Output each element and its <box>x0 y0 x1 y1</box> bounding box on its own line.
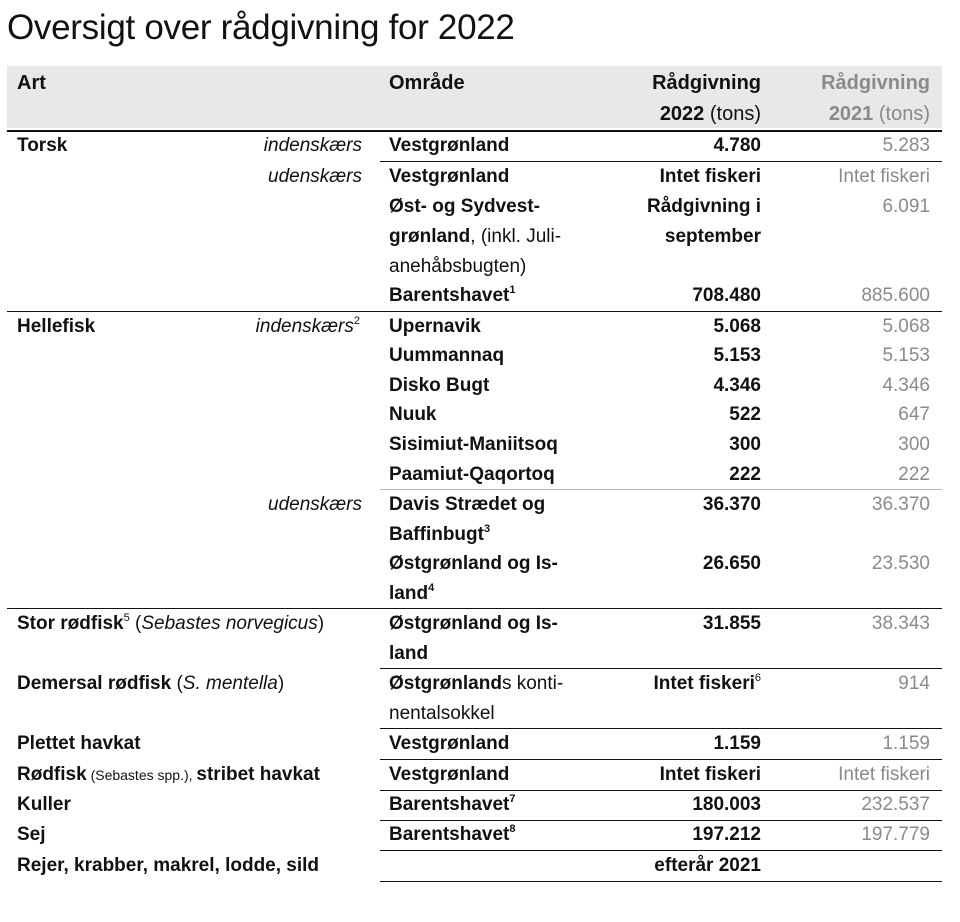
area-cell: Østgrønlands konti- <box>389 673 564 694</box>
torsk-udenskaers: udenskærs <box>268 166 362 187</box>
value-2021: 914 <box>898 673 930 694</box>
page-title: Oversigt over rådgivning for 2022 <box>7 8 515 47</box>
species-demersal-rodfisk: Demersal rødfisk (S. mentella) <box>17 673 285 694</box>
value-2022: 180.003 <box>692 794 761 815</box>
value-2021: 5.283 <box>882 135 930 156</box>
value-2022: 36.370 <box>702 494 761 515</box>
value-2022: 4.346 <box>713 375 761 396</box>
value-2022: Intet fiskeri <box>659 166 761 187</box>
area-cell: Øst- og Sydvest- <box>389 196 540 217</box>
value-2022: 197.212 <box>692 824 761 845</box>
area-cell-line2: Baffinbugt$^3$ <box>389 522 491 545</box>
area-cell: Paamiut-Qaqortoq <box>389 464 555 485</box>
area-cell: Østgrønland og Is- <box>389 553 558 574</box>
area-cell: Barentshavet$^1$ <box>389 283 516 306</box>
value-2021: 23.530 <box>871 553 930 574</box>
area-cell: Upernavik <box>389 316 481 337</box>
value-2022: 4.780 <box>713 135 761 156</box>
value-2021: 197.779 <box>861 824 930 845</box>
value-2022: 300 <box>729 434 761 455</box>
area-cell: Østgrønland og Is- <box>389 613 558 634</box>
value-2022: 26.650 <box>702 553 761 574</box>
torsk-indenskaers: indenskærs <box>263 135 362 156</box>
value-2022: efterår 2021 <box>654 855 761 876</box>
species-kuller: Kuller <box>17 794 71 815</box>
species-rejer-krabber-makrel-lodde-sild: Rejer, krabber, makrel, lodde, sild <box>17 855 320 876</box>
area-cell: Vestgrønland <box>389 764 510 785</box>
species-sej: Sej <box>17 824 46 845</box>
table-header-band <box>7 66 942 128</box>
area-cell-line2: land <box>389 643 429 664</box>
value-2022: Intet fiskeri$^6$ <box>653 671 761 694</box>
area-cell: Vestgrønland <box>389 733 510 754</box>
value-2021: 885.600 <box>861 285 930 306</box>
area-cell-line3: anehåbsbugten) <box>389 256 527 277</box>
species-torsk: Torsk <box>17 135 68 156</box>
table-bottom-rule <box>380 881 942 882</box>
species-stor-rodfisk: Stor rødfisk$^5$ (Sebastes norvegicus) <box>17 611 325 634</box>
value-2022: Rådgivning i <box>647 196 761 217</box>
value-2022: 522 <box>729 404 761 425</box>
value-2022: 5.068 <box>713 316 761 337</box>
value-2021: 232.537 <box>861 794 930 815</box>
value-2022: 1.159 <box>713 733 761 754</box>
value-2022: Intet fiskeri <box>659 764 761 785</box>
area-cell: Nuuk <box>389 404 437 425</box>
value-2021: 1.159 <box>882 733 930 754</box>
area-cell-line2: grønland, (inkl. Juli- <box>389 226 562 247</box>
value-2021: 300 <box>898 434 930 455</box>
header-2022-line1: Rådgivning <box>652 72 761 94</box>
value-2022: 5.153 <box>713 345 761 366</box>
value-2022-line2: september <box>664 226 761 247</box>
species-hellefisk: Hellefisk <box>17 316 96 337</box>
area-cell-line2: land$^4$ <box>389 581 435 604</box>
area-cell: Disko Bugt <box>389 375 490 396</box>
value-2021: 222 <box>898 464 930 485</box>
species-rodfisk-stribet-havkat: Rødfisk (Sebastes spp.), stribet havkat <box>17 764 320 785</box>
header-omraade: Område <box>389 72 465 94</box>
value-2021: 647 <box>898 404 930 425</box>
hellefisk-indenskaers: indenskærs$^2$ <box>255 314 360 337</box>
area-cell: Davis Strædet og <box>389 494 546 515</box>
area-cell-line2: nentalsokkel <box>389 703 495 724</box>
area-cell: Barentshavet$^8$ <box>389 822 516 845</box>
area-cell: Vestgrønland <box>389 135 510 156</box>
value-2021: 5.153 <box>882 345 930 366</box>
header-2021-line2: 2021 (tons) <box>828 103 930 125</box>
value-2022: 222 <box>729 464 761 485</box>
header-art: Art <box>17 72 46 94</box>
species-plettet-havkat: Plettet havkat <box>17 733 141 754</box>
area-cell: Vestgrønland <box>389 166 510 187</box>
value-2021: 5.068 <box>882 316 930 337</box>
header-2021-line1: Rådgivning <box>821 72 930 94</box>
value-2022: 708.480 <box>692 285 761 306</box>
hellefisk-udenskaers: udenskærs <box>268 494 362 515</box>
value-2021: 38.343 <box>871 613 930 634</box>
value-2021: Intet fiskeri <box>838 764 930 785</box>
area-cell: Uummannaq <box>389 345 505 366</box>
header-2022-line2: 2022 (tons) <box>659 103 761 125</box>
value-2021: 4.346 <box>882 375 930 396</box>
area-cell: Sisimiut-Maniitsoq <box>389 434 558 455</box>
value-2021: 6.091 <box>882 196 930 217</box>
value-2022: 31.855 <box>702 613 761 634</box>
area-cell: Barentshavet$^7$ <box>389 792 516 815</box>
value-2021: 36.370 <box>871 494 930 515</box>
value-2021: Intet fiskeri <box>838 166 930 187</box>
